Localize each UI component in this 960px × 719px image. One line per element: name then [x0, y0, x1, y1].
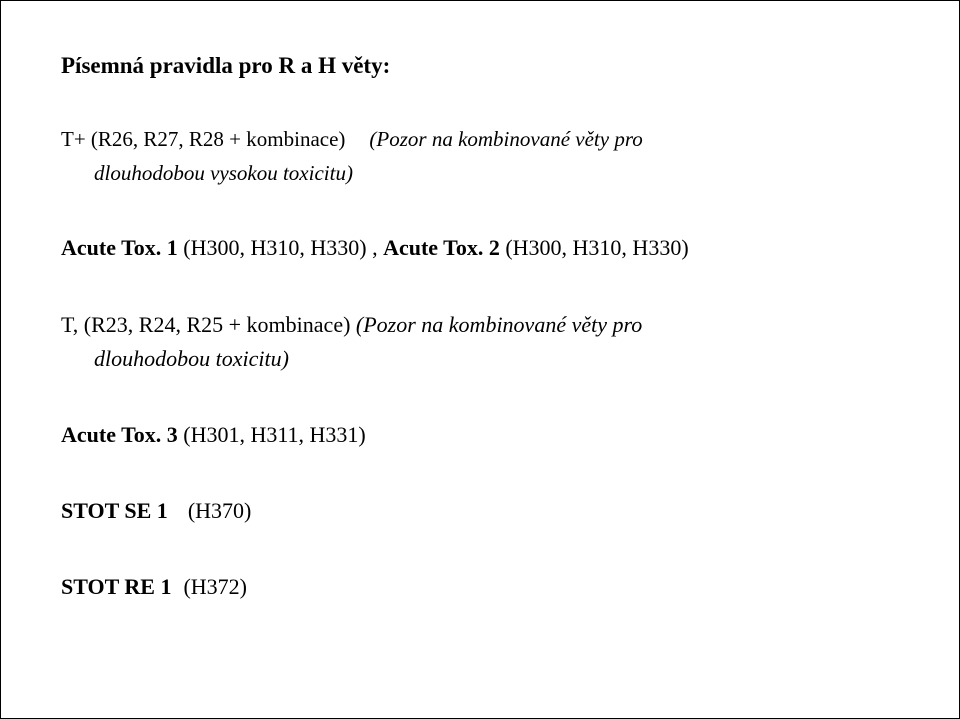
tplus-line	[61, 127, 643, 151]
t-note-continued: dlouhodobou toxicitu)	[94, 346, 289, 371]
acute-tox-1-codes: (H300, H310, H330) ,	[183, 235, 378, 260]
tplus-note: (Pozor na kombinované věty pro	[369, 127, 643, 151]
acute-tox-1-label: Acute Tox. 1	[61, 235, 178, 260]
acute-tox-2-label: Acute Tox. 2	[383, 235, 500, 260]
t-label: T, (R23, R24, R25 + kombinace)	[61, 312, 351, 337]
tplus-note-continued: dlouhodobou vysokou toxicitu)	[94, 161, 353, 185]
stot-re-codes: (H372)	[183, 574, 248, 599]
acute-tox-3-line	[61, 422, 366, 447]
stot-se-line	[61, 498, 251, 523]
stot-se-codes: (H370)	[187, 498, 252, 523]
slide-title: Písemná pravidla pro R a H věty:	[61, 53, 391, 78]
stot-se-label: STOT SE 1	[61, 498, 168, 523]
acute-tox-3-codes: (H301, H311, H331)	[183, 422, 366, 447]
stot-re-label: STOT RE 1	[61, 574, 172, 599]
t-line	[61, 312, 642, 337]
acute-tox-2-codes: (H300, H310, H330)	[505, 235, 689, 260]
acute-tox-1-2-line	[61, 235, 689, 260]
tplus-label: T+ (R26, R27, R28 + kombinace)	[61, 127, 346, 151]
t-note: (Pozor na kombinované věty pro	[355, 312, 643, 337]
stot-re-line	[61, 574, 247, 599]
acute-tox-3-label: Acute Tox. 3	[61, 422, 178, 447]
